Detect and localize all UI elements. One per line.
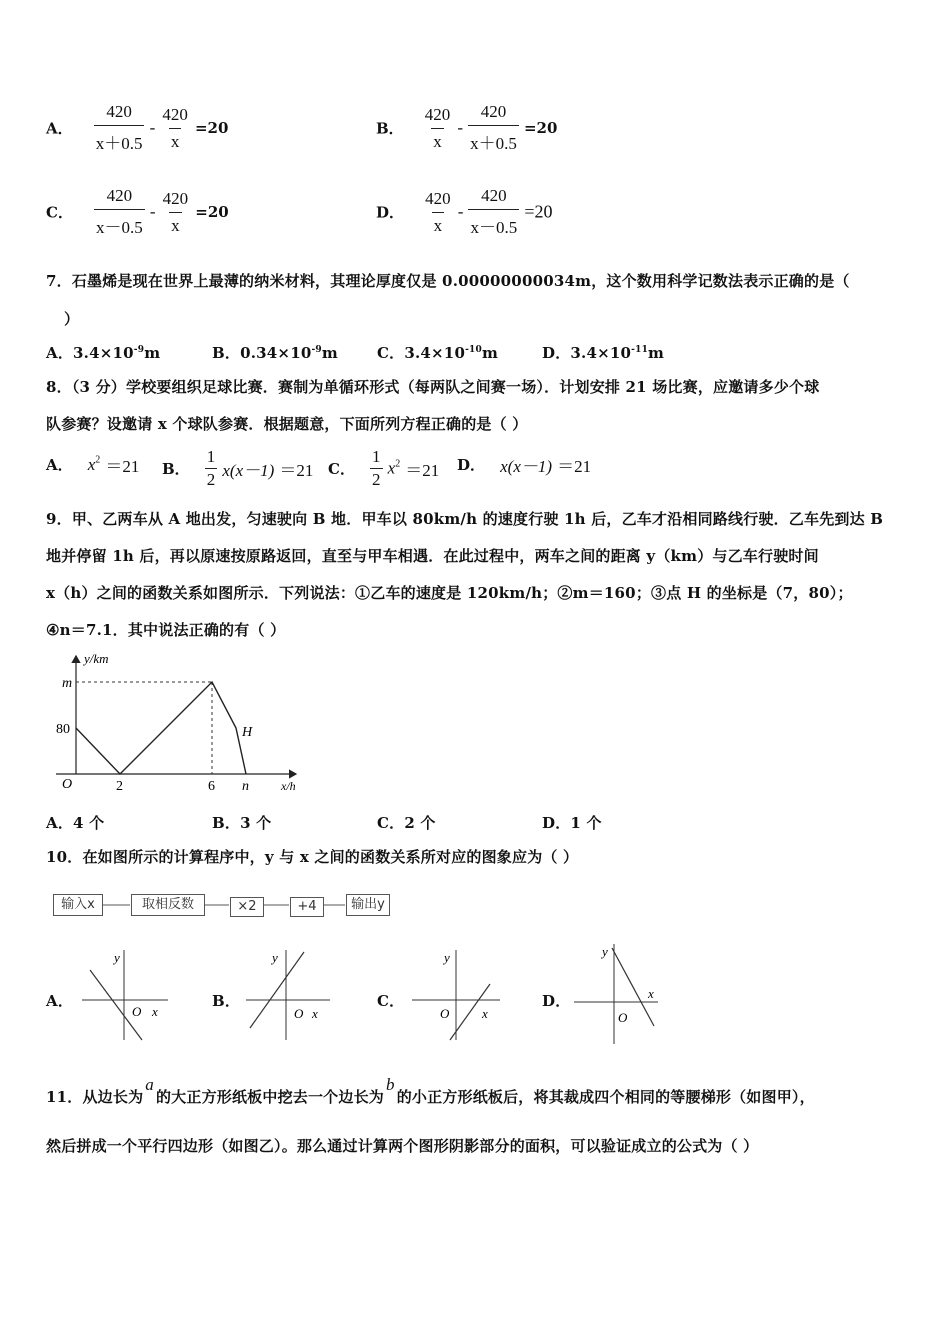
flow-plus4-box: +4 — [290, 897, 324, 917]
flow-output-box: 输出y — [346, 894, 390, 916]
q9-option-b[interactable]: B．3 个 — [212, 814, 272, 832]
q9-distance-time-graph — [46, 648, 306, 796]
x-label: x — [648, 986, 654, 1001]
fraction: $\frac{420}{x}$ — [162, 104, 188, 151]
y80-label: 80 — [56, 722, 70, 737]
fraction: $\frac{420}{x+0.5}$ — [95, 102, 143, 153]
q7-stem-close: ） — [64, 310, 80, 328]
option-label: B． — [376, 119, 404, 138]
q10-option-d-graph[interactable] — [570, 940, 670, 1046]
fraction: $\frac{1}{2}$ — [372, 447, 381, 489]
q9-option-d[interactable]: D．1 个 — [542, 814, 602, 832]
q9-stem-line1: 9．甲、乙两车从 A 地出发，匀速驶向 B 地．甲车以 80km/h 的速度行驶 1h 后，乙车才沿相同路线行驶．乙车先到达 B — [46, 510, 884, 528]
q10-option-c-label[interactable]: C． — [377, 992, 405, 1010]
x-label: x — [482, 1006, 488, 1021]
q8-stem-line2: 队参赛？设邀请 x 个球队参赛．根据题意，下面所列方程正确的是（ ） — [46, 415, 528, 433]
flow-input-box: 输入x — [53, 894, 103, 916]
origin-label: O — [618, 1010, 628, 1025]
q10-option-a-label[interactable]: A． — [46, 992, 74, 1010]
origin-label: O — [440, 1006, 450, 1021]
q9-stem-line4: ④n＝7.1．其中说法正确的有（ ） — [46, 621, 286, 639]
q10-stem: 10．在如图所示的计算程序中，y 与 x 之间的函数关系所对应的图象应为（ ） — [46, 848, 579, 866]
q6-option-d[interactable]: D． $\frac{420}{x}$ - $\frac{420}{x-0.5}$ =20 — [376, 186, 553, 237]
q10-option-d-label[interactable]: D． — [542, 992, 571, 1010]
q8-option-a[interactable]: A． $x^2 =21$ — [46, 454, 140, 476]
q8-option-c[interactable]: C． $\frac{1}{2}$ $x^2 =21$ — [328, 447, 440, 489]
fraction: $\frac{420}{x}$ — [424, 104, 451, 151]
fraction: $\frac{420}{x-0.5}$ — [96, 186, 143, 237]
origin-label: O — [62, 777, 73, 792]
m-label: m — [62, 676, 73, 691]
fraction: $\frac{1}{2}$ — [206, 447, 216, 489]
y-label: y — [444, 950, 450, 965]
q11-stem-line2: 然后拼成一个平行四边形（如图乙）。那么通过计算两个图形阴影部分的面积，可以验证成立的公式为（ ） — [46, 1137, 759, 1155]
fraction: $\frac{420}{x}$ — [425, 188, 451, 235]
y-axis-label: y/km — [84, 651, 109, 666]
x-axis-label: x/h — [281, 779, 296, 793]
q7-option-c[interactable]: C．$3.4\times 10^{-10}m$ — [377, 344, 499, 362]
y-label: y — [272, 950, 278, 965]
q11-stem-line1: 11．从边长为a的大正方形纸板中挖去一个边长为b的小正方形纸板后，将其裁成四个相同的等腰梯形（如图甲）， — [46, 1075, 815, 1106]
q7-stem: 7．石墨烯是现在世界上最薄的纳米材料，其理论厚度仅是 0.00000000034m，这个数用科学记数法表示正确的是（ — [46, 272, 850, 290]
y-label: y — [602, 944, 608, 959]
q7-option-a[interactable]: A．$3.4\times 10^{-9}m$ — [46, 344, 161, 362]
q10-option-a-graph[interactable] — [80, 944, 180, 1044]
x-label: x — [312, 1006, 318, 1021]
option-label: C． — [46, 203, 73, 222]
q9-option-a[interactable]: A．4 个 — [46, 814, 105, 832]
q6-option-a[interactable]: A． $\frac{420}{x+0.5}$ - $\frac{420}{x}$ =20 — [46, 102, 229, 153]
q8-option-d[interactable]: D． x(x－1) ＝21 — [457, 456, 592, 476]
h-point-label: H — [242, 725, 253, 740]
q9-stem-line3: x（h）之间的函数关系如图所示．下列说法：①乙车的速度是 120km/h；②m＝160；③点 H 的坐标是（7，80）； — [46, 584, 853, 602]
q8-option-b[interactable]: B． $\frac{1}{2}$ x(x－1) ＝21 — [162, 447, 314, 489]
y-label: y — [114, 950, 120, 965]
q10-option-b-graph[interactable] — [242, 944, 342, 1044]
q8-stem-line1: 8．（3 分）学校要组织足球比赛．赛制为单循环形式（每两队之间赛一场）．计划安排 21 场比赛，应邀请多少个球 — [46, 378, 820, 396]
n-label: n — [242, 779, 249, 794]
q9-option-c[interactable]: C．2 个 — [377, 814, 436, 832]
flow-arrows — [100, 896, 350, 916]
q7-option-b[interactable]: B．$0.34\times 10^{-9}m$ — [212, 344, 338, 362]
flow-negate-box: 取相反数 — [131, 894, 205, 916]
option-label: A． — [46, 119, 73, 138]
x2-label: 2 — [116, 779, 123, 794]
origin-label: O — [294, 1006, 304, 1021]
q7-option-d[interactable]: D．$3.4\times 10^{-11}m$ — [542, 344, 665, 362]
q9-stem-line2: 地并停留 1h 后，再以原速按原路返回，直至与甲车相遇．在此过程中，两车之间的距离 y（km）与乙车行驶时间 — [46, 547, 819, 565]
origin-label: O — [132, 1004, 142, 1019]
q10-option-c-graph[interactable] — [410, 944, 510, 1044]
x-label: x — [152, 1004, 158, 1019]
fraction: $\frac{420}{x}$ — [162, 188, 189, 235]
fraction: $\frac{420}{x+0.5}$ — [470, 102, 517, 153]
q6-option-b[interactable]: B． $\frac{420}{x}$ - $\frac{420}{x+0.5}$ =20 — [376, 102, 558, 153]
fraction: $\frac{420}{x-0.5}$ — [470, 186, 518, 237]
q10-option-b-label[interactable]: B． — [212, 992, 241, 1010]
distance-curve — [76, 682, 246, 774]
flow-times2-box: ×2 — [230, 897, 264, 917]
q6-option-c[interactable]: C． $\frac{420}{x-0.5}$ - $\frac{420}{x}$ =20 — [46, 186, 229, 237]
x6-label: 6 — [208, 779, 215, 794]
option-label: D． — [376, 203, 405, 222]
